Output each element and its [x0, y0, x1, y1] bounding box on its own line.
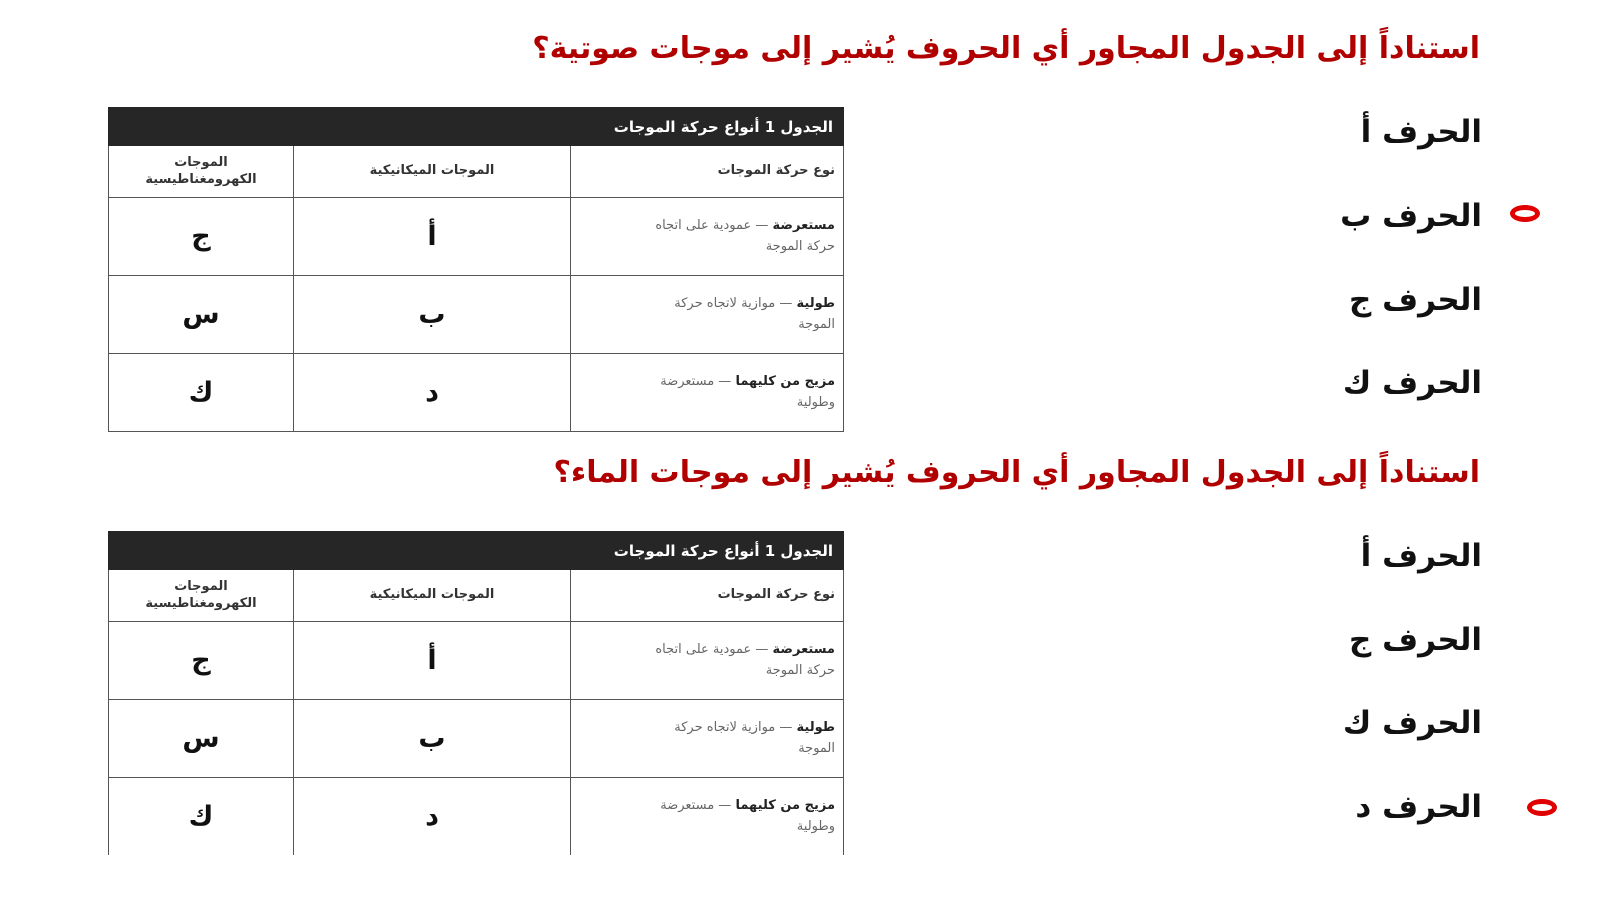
- em-letter: ج: [109, 622, 294, 700]
- em-letter: ك: [109, 778, 294, 856]
- mechanical-letter: د: [294, 354, 571, 432]
- row-type-cell: مستعرضة — عمودية على اتجاه حركة الموجة: [571, 198, 844, 276]
- mechanical-letter: أ: [294, 198, 571, 276]
- header-wave-type: نوع حركة الموجات: [571, 570, 844, 622]
- row-type-cell: مزيج من كليهما — مستعرضة وطولية: [571, 778, 844, 856]
- header-em-waves: الموجات الكهرومغناطيسية: [109, 146, 294, 198]
- mechanical-letter: ب: [294, 276, 571, 354]
- q2-option-d[interactable]: الحرف د: [1355, 789, 1482, 825]
- table-caption: الجدول 1 أنواع حركة الموجات: [109, 108, 844, 146]
- selected-answer-circle-icon: [1510, 205, 1540, 222]
- header-em-waves: الموجات الكهرومغناطيسية: [109, 570, 294, 622]
- wave-types-table-2: [108, 531, 844, 855]
- q1-option-c[interactable]: الحرف ج: [1348, 282, 1482, 318]
- wave-types-table-1: [108, 107, 844, 432]
- header-mechanical-waves: الموجات الميكانيكية: [294, 146, 571, 198]
- row-type-cell: مزيج من كليهما — مستعرضة وطولية: [571, 354, 844, 432]
- header-mechanical-waves: الموجات الميكانيكية: [294, 570, 571, 622]
- mechanical-letter: د: [294, 778, 571, 856]
- q1-option-d[interactable]: الحرف ك: [1342, 365, 1482, 401]
- em-letter: ج: [109, 198, 294, 276]
- mechanical-letter: ب: [294, 700, 571, 778]
- question-2-text: استناداً إلى الجدول المجاور أي الحروف يُشير إلى موجات الماء؟: [553, 455, 1480, 490]
- q1-option-b[interactable]: الحرف ب: [1340, 198, 1482, 234]
- question-1-text: استناداً إلى الجدول المجاور أي الحروف يُشير إلى موجات صوتية؟: [532, 31, 1480, 66]
- header-wave-type: نوع حركة الموجات: [571, 146, 844, 198]
- row-type-cell: مستعرضة — عمودية على اتجاه حركة الموجة: [571, 622, 844, 700]
- table-caption: الجدول 1 أنواع حركة الموجات: [109, 532, 844, 570]
- em-letter: ك: [109, 354, 294, 432]
- q1-option-a[interactable]: الحرف أ: [1360, 114, 1482, 150]
- selected-answer-circle-icon: [1527, 799, 1557, 816]
- q2-option-c[interactable]: الحرف ك: [1342, 705, 1482, 741]
- row-type-cell: طولية — موازية لاتجاه حركة الموجة: [571, 276, 844, 354]
- q2-option-a[interactable]: الحرف أ: [1360, 538, 1482, 574]
- em-letter: س: [109, 276, 294, 354]
- row-type-cell: طولية — موازية لاتجاه حركة الموجة: [571, 700, 844, 778]
- mechanical-letter: أ: [294, 622, 571, 700]
- em-letter: س: [109, 700, 294, 778]
- q2-option-b[interactable]: الحرف ج: [1348, 622, 1482, 658]
